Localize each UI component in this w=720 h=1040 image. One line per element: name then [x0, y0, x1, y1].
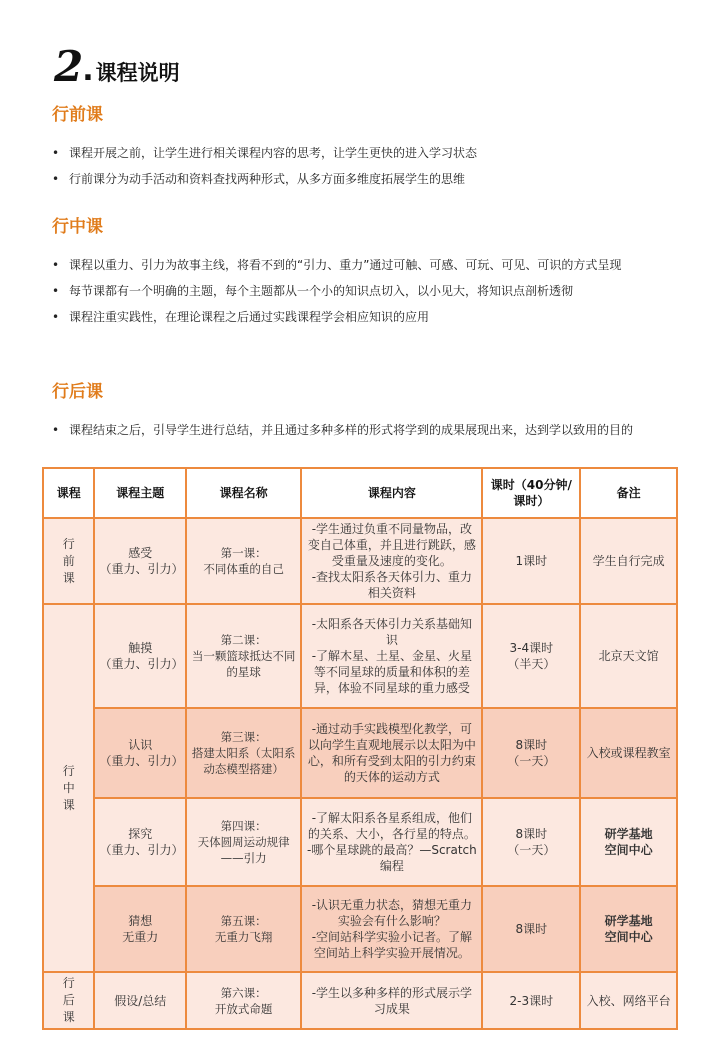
bullet-item: • 每节课都有一个明确的主题，每个主题都从一个小的知识点切入，以小见大，将知识点剖析透彻: [52, 284, 662, 299]
bullets-mid: [52, 258, 662, 336]
table-row: [43, 604, 677, 708]
theme-cell: 感受 （重力、引力）: [94, 518, 186, 604]
bullets-post: [52, 423, 662, 449]
hours-cell: 2-3课时: [482, 972, 580, 1029]
name-cell: 第六课： 开放式命题: [186, 972, 301, 1029]
header-course: 课程: [43, 468, 94, 518]
section-title-mid: 行中课: [52, 217, 103, 237]
section-title-pre: 行前课: [52, 105, 103, 125]
header-note: 备注: [580, 468, 677, 518]
theme-cell: 假设/总结: [94, 972, 186, 1029]
group-cell: 行中课: [43, 604, 94, 972]
note-cell: 入校或课程教室: [580, 708, 677, 798]
theme-cell: 探究 （重力、引力）: [94, 798, 186, 886]
name-cell: 第二课： 当一颗篮球抵达不同的星球: [186, 604, 301, 708]
header-content: 课程内容: [301, 468, 482, 518]
table-row: [43, 798, 677, 886]
name-cell: 第四课： 天体圆周运动规律——引力: [186, 798, 301, 886]
content-cell: -了解太阳系各星系组成，他们的关系、大小，各行星的特点。 -哪个星球跳的最高？—Scratch编程: [301, 798, 482, 886]
table-row: [43, 972, 677, 1029]
hours-cell: 3-4课时 （半天）: [482, 604, 580, 708]
content-cell: -学生通过负重不同量物品，改变自己体重，并且进行跳跃，感受重量及速度的变化。 -查找太阳系各天体引力、重力相关资料: [301, 518, 482, 604]
bullet-item: • 行前课分为动手活动和资料查找两种形式，从多方面多维度拓展学生的思维: [52, 172, 662, 187]
header-name: 课程名称: [186, 468, 301, 518]
hours-cell: 8课时 （一天）: [482, 798, 580, 886]
content-cell: -通过动手实践模型化教学，可以向学生直观地展示以太阳为中心，和所有受到太阳的引力约束的天体的运动方式: [301, 708, 482, 798]
hours-cell: 1课时: [482, 518, 580, 604]
name-cell: 第五课： 无重力飞翔: [186, 886, 301, 972]
content-cell: -认识无重力状态，猜想无重力实验会有什么影响？ -空间站科学实验小记者。了解空间站上科学实验开展情况。: [301, 886, 482, 972]
course-table: [42, 467, 678, 1030]
table-row: [43, 708, 677, 798]
note-cell: 北京天文馆: [580, 604, 677, 708]
bullet-item: • 课程开展之前，让学生进行相关课程内容的思考，让学生更快的进入学习状态: [52, 146, 662, 161]
hours-cell: 8课时: [482, 886, 580, 972]
bullet-item: • 课程结束之后，引导学生进行总结，并且通过多种多样的形式将学到的成果展现出来，达到学以致用的目的: [52, 423, 662, 438]
name-cell: 第一课： 不同体重的自己: [186, 518, 301, 604]
table-header-row: [43, 468, 677, 518]
header-theme: 课程主题: [94, 468, 186, 518]
bullets-pre: [52, 146, 662, 198]
note-cell: 研学基地 空间中心: [580, 798, 677, 886]
table-row: [43, 518, 677, 604]
content-cell: -太阳系各天体引力关系基础知识 -了解木星、土星、金星、火星等不同星球的质量和体积的差异，体验不同星球的重力感受: [301, 604, 482, 708]
table-row: [43, 886, 677, 972]
note-cell: 入校、网络平台: [580, 972, 677, 1029]
bullet-item: • 课程注重实践性，在理论课程之后通过实践课程学会相应知识的应用: [52, 310, 662, 325]
theme-cell: 猜想 无重力: [94, 886, 186, 972]
header-hours: 课时（40分钟/课时）: [482, 468, 580, 518]
title-number: 2: [54, 42, 83, 91]
bullet-item: • 课程以重力、引力为故事主线，将看不到的“引力、重力”通过可触、可感、可玩、可见、可识的方式呈现: [52, 258, 662, 273]
theme-cell: 触摸 （重力、引力）: [94, 604, 186, 708]
note-cell: 研学基地 空间中心: [580, 886, 677, 972]
group-cell: 行前课: [43, 518, 94, 604]
title-dot: .: [82, 53, 94, 88]
note-cell: 学生自行完成: [580, 518, 677, 604]
theme-cell: 认识 （重力、引力）: [94, 708, 186, 798]
name-cell: 第三课： 搭建太阳系（太阳系动态模型搭建）: [186, 708, 301, 798]
section-title-post: 行后课: [52, 382, 103, 402]
page-title: [54, 42, 180, 91]
content-cell: -学生以多种多样的形式展示学习成果: [301, 972, 482, 1029]
group-cell: 行后课: [43, 972, 94, 1029]
hours-cell: 8课时 （一天）: [482, 708, 580, 798]
title-text: 课程说明: [95, 61, 180, 85]
